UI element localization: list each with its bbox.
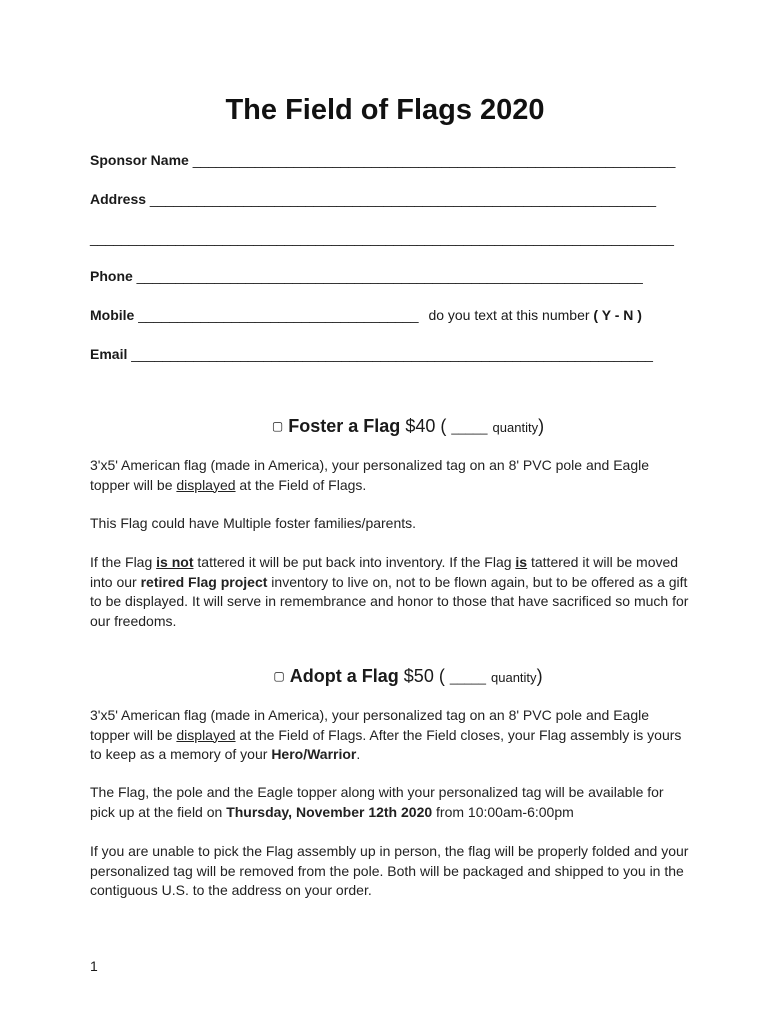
- adopt-checkbox[interactable]: ▢: [273, 669, 285, 683]
- foster-label: Foster a Flag: [288, 416, 401, 436]
- foster-paragraph-1: [90, 456, 690, 495]
- adopt-price: $50 (: [403, 666, 445, 686]
- adopt-qty-blank[interactable]: _____: [449, 670, 486, 685]
- phone-field[interactable]: [90, 267, 643, 285]
- mobile-label: Mobile: [90, 307, 135, 323]
- text-yes-no[interactable]: ( Y - N ): [593, 307, 642, 323]
- foster-price: $40 (: [405, 416, 447, 436]
- adopt-p1-hero: Hero/Warrior: [271, 746, 357, 762]
- mobile-field[interactable]: [90, 306, 642, 324]
- email-field[interactable]: [90, 345, 653, 363]
- sponsor-name-field[interactable]: [90, 151, 675, 169]
- address-field[interactable]: [90, 190, 656, 208]
- foster-qty-blank[interactable]: _____: [451, 420, 488, 435]
- address-label: Address: [90, 191, 147, 207]
- adopt-p2-date: Thursday, November 12th 2020: [226, 803, 433, 820]
- sponsor-name-line[interactable]: ______________________________________________________________: [192, 152, 676, 168]
- page-title: The Field of Flags 2020: [225, 94, 545, 126]
- foster-p3-retired: retired Flag project: [140, 573, 268, 590]
- adopt-p1-displayed: displayed: [176, 726, 236, 743]
- page-number: 1: [90, 958, 98, 974]
- phone-line[interactable]: _________________________________________________________________: [136, 268, 643, 284]
- text-question: do you text at this number: [428, 307, 590, 323]
- foster-p1-displayed: displayed: [176, 476, 236, 493]
- foster-paragraph-3: [90, 553, 690, 631]
- sponsor-name-label: Sponsor Name: [90, 152, 189, 168]
- adopt-p2-b: from 10:00am-6:00pm: [432, 803, 574, 820]
- foster-close-paren: ): [538, 416, 545, 436]
- email-line[interactable]: ___________________________________________________________________: [131, 346, 653, 362]
- adopt-paragraph-1: [90, 706, 690, 765]
- phone-label: Phone: [90, 268, 133, 284]
- foster-qty-word: quantity: [492, 420, 539, 435]
- adopt-paragraph-3: If you are unable to pick the Flag assembly up in person, the flag will be properly folded and your personalized tag will be removed from the pole. Both will be packaged and shipped to you in the contiguous U.S. to the address on your order.: [90, 843, 689, 898]
- address-line-2[interactable]: ___________________________________________________________________________: [90, 230, 674, 246]
- adopt-paragraph-2: [90, 783, 690, 822]
- adopt-option-heading: [0, 666, 770, 687]
- adopt-p1-a: 3'x5' American flag (made in America), your personalized tag on an 8' PVC pole and Eagle topper will be: [90, 707, 650, 743]
- foster-p3-a: If the Flag: [90, 554, 157, 570]
- adopt-p2-a: The Flag, the pole and the Eagle topper along with your personalized tag will be available for pick up at the field on: [90, 784, 664, 820]
- foster-p3-is: is: [515, 554, 528, 570]
- address-line[interactable]: _________________________________________________________________: [149, 191, 657, 207]
- foster-p1-text: 3'x5' American flag (made in America), your personalized tag on an 8' PVC pole and Eagle topper will be: [90, 457, 650, 493]
- adopt-p1-b: at the Field of Flags. After the Field closes, your Flag assembly is yours to keep as a memory of your: [90, 726, 682, 762]
- foster-paragraph-2: This Flag could have Multiple foster families/parents.: [90, 515, 417, 531]
- foster-p3-c: tattered it will be moved into our: [90, 554, 679, 590]
- foster-option-heading: [0, 416, 770, 437]
- adopt-p1-c: .: [356, 746, 361, 762]
- adopt-close-paren: ): [536, 666, 543, 686]
- mobile-line[interactable]: ____________________________________: [138, 307, 419, 323]
- foster-p3-b: tattered it will be put back into inventory. If the Flag: [193, 554, 516, 570]
- foster-p3-isnot: is not: [156, 554, 194, 570]
- adopt-label: Adopt a Flag: [289, 666, 399, 686]
- foster-p3-d: inventory to live on, not to be flown again, but to be offered as a gift to be displayed. It will serve in remembrance and honor to those that have sacrificed so much for our freedoms.: [90, 573, 689, 629]
- foster-checkbox[interactable]: ▢: [271, 419, 284, 433]
- email-label: Email: [90, 346, 128, 362]
- adopt-qty-word: quantity: [491, 670, 537, 685]
- foster-p1-end: at the Field of Flags.: [235, 476, 367, 493]
